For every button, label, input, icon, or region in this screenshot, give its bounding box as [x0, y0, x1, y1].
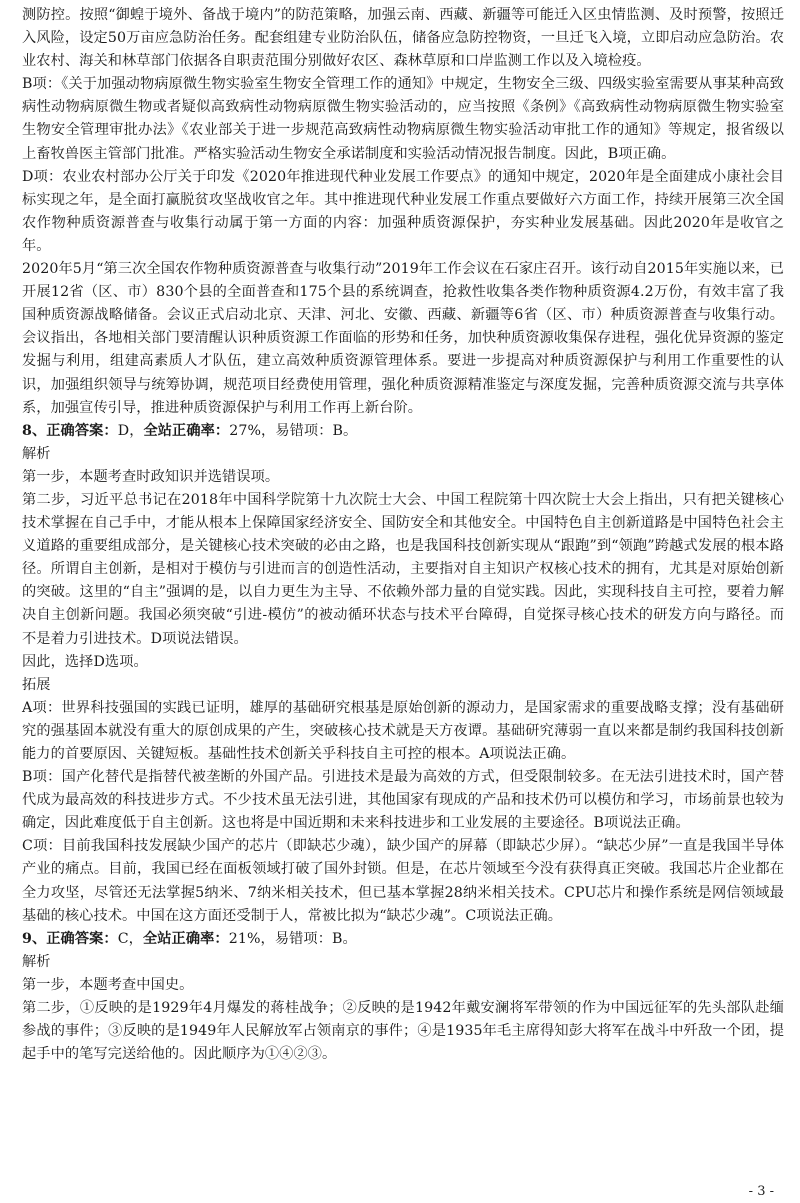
extension-option-c: C项：目前我国科技发展缺少国产的芯片（即缺芯少魂），缺少国产的屏幕（即缺芯少屏）。“缺芯少屏”一直是我国半导体产业的痛点。目前，我国已经在面板领域打破了国外封锁。但是，在芯片领域至今没有获得真正突破。我国芯片企业都在全力攻坚，尽管还无法掌握5纳米、7纳米相关技术，但已基本掌握28纳米相关技术。CPU芯片和操作系统是网信领域最基础的核心技术。中国在这方面还受制于人，常被比拟为“缺芯少魂”。C项说法正确。 — [22, 838, 784, 924]
document-page — [22, 4, 784, 1066]
page-number: - 3 - — [748, 1184, 774, 1199]
accuracy-rate: 21%， — [228, 930, 275, 947]
analysis-step: 第二步，①反映的是1929年4月爆发的蒋桂战争；②反映的是1942年戴安澜将军带领的作为中国远征军的先头部队赴缅参战的事件；③反映的是1949年人民解放军占领南京的事件；④是1935年毛主席得知彭大将军在战斗中歼敌一个团，提起手中的笔写完送给他的。因此顺序为①④②③。 — [22, 1000, 784, 1063]
option-b-explanation: B项：《关于加强动物病原微生物实验室生物安全管理工作的通知》中规定，生物安全三级、四级实验室需要从事某种高致病性动物病原微生物或者疑似高致病性动物病原微生物实验活动的，应当按照《条例》《高致病性动物病原微生物实验室生物安全管理审批办法》《农业部关于进一步规范高致病性动物病原微生物实验活动审批工作的通知》等规定，报省级以上畜牧兽医主管部门批准。严格实验活动生物安全承诺制度和实验活动情况报告制度。因此，B项正确。 — [22, 76, 784, 162]
common-wrong-option: 易错项：B。 — [275, 422, 358, 439]
question-number: 8、 — [22, 422, 47, 439]
analysis-step: 第一步，本题考查时政知识并选错误项。 — [22, 468, 280, 485]
answer-label: 正确答案： — [46, 930, 118, 947]
paragraph: 测防控。按照“御蝗于境外、备战于境内”的防范策略，加强云南、西藏、新疆等可能迁入区虫情监测、及时预警，按照迁入风险，设定50万亩应急防治任务。配套组建专业防治队伍，储备应急防控物资，一旦迁飞入境，立即启动应急防治。农业农村、海关和林草部门依据各自职责范围分别做好农区、森林草原和口岸监测工作以及入境检疫。 — [22, 7, 784, 70]
analysis-heading: 解析 — [22, 953, 51, 970]
analysis-conclusion: 因此，选择D选项。 — [22, 653, 148, 670]
paragraph: 2020年5月“第三次全国农作物种质资源普查与收集行动”2019年工作会议在石家庄召开。该行动自2015年实施以来，已开展12省（区、市）830个县的全面普查和175个县的系统调查，抢救性收集各类作物种质资源4.2万份，有效丰富了我国种质资源战略储备。会议正式启动北京、天津、河北、安徽、西藏、新疆等6省（区、市）种质资源普查与收集行动。会议指出，各地相关部门要清醒认识种质资源工作面临的形势和任务，加快种质资源收集保存进程，强化优异资源的鉴定发掘与利用，组建高素质人才队伍，建立高效种质资源管理体系。要进一步提高对种质资源保护与利用工作重要性的认识，加强组织领导与统筹协调，规范项目经费使用管理，强化种质资源精准鉴定与深度发掘，完善种质资源交流与共享体系，加强宣传引导，推进种质资源保护与利用工作再上新台阶。 — [22, 261, 785, 416]
accuracy-label: 全站正确率： — [143, 422, 230, 439]
analysis-heading: 解析 — [22, 445, 51, 462]
correct-answer: D， — [117, 422, 144, 439]
analysis-step: 第一步，本题考查中国史。 — [22, 976, 194, 993]
question-number: 9、 — [22, 930, 47, 947]
extension-option-a: A项：世界科技强国的实践已证明，雄厚的基础研究根基是原始创新的源动力，是国家需求的重要战略支撑；没有基础研究的强基固本就没有重大的原创成果的产生，突破核心技术就是天方夜谭。基础研究薄弱一直以来都是制约我国科技创新能力的首要原因、关键短板。基础性技术创新关乎科技自主可控的根本。A项说法正确。 — [22, 699, 784, 762]
option-d-explanation: D项：农业农村部办公厅关于印发《2020年推进现代种业发展工作要点》的通知中规定，2020年是全面建成小康社会目标实现之年，是全面打赢脱贫攻坚战收官之年。其中推进现代种业发展工作重点要做好六方面工作，持续开展第三次全国农作物种质资源普查与收集行动属于第一方面的内容：加强种质资源保护，夯实种业发展基础。因此2020年是收官之年。 — [22, 168, 784, 254]
answer-label: 正确答案： — [46, 422, 118, 439]
previous-question-explanation — [22, 4, 784, 420]
question-9-answer-line — [22, 928, 784, 951]
question-8-answer-line — [22, 420, 784, 443]
correct-answer: C， — [117, 930, 143, 947]
accuracy-label: 全站正确率： — [142, 930, 229, 947]
accuracy-rate: 27%， — [229, 422, 276, 439]
question-8-block — [22, 420, 784, 928]
analysis-step: 第二步，习近平总书记在2018年中国科学院第十九次院士大会、中国工程院第十四次院士大会上指出，只有把关键核心技术掌握在自己手中，才能从根本上保障国家经济安全、国防安全和其他安全。中国特色自主创新道路是中国特色社会主义道路的重要组成部分，是关键核心技术突破的必由之路，也是我国科技创新实现从“跟跑”到“领跑”跨越式发展的根本路径。所谓自主创新，是相对于模仿与引进而言的创造性活动，主要指对自主知识产权核心技术的拥有，尤其是对原始创新的突破。这里的“自主”强调的是，以自力更生为主导、不依赖外部力量的自觉实践。因此，实现科技自主可控，要着力解决自主创新问题。我国必须突破“引进-模仿”的被动循环状态与技术平台障碍，自觉探寻核心技术的研发方向与路径。而不是着力引进技术。D项说法错误。 — [22, 491, 784, 647]
extension-heading: 拓展 — [22, 676, 51, 693]
question-9-block — [22, 928, 784, 1067]
extension-option-b: B项：国产化替代是指替代被垄断的外国产品。引进技术是最为高效的方式，但受限制较多。在无法引进技术时，国产替代成为最高效的科技进步方式。不少技术虽无法引进，其他国家有现成的产品和技术仍可以模仿和学习，市场前景也较为确定，因此难度低于自主创新。这也将是中国近期和未来科技进步和工业发展的主要途径。B项说法正确。 — [22, 769, 784, 832]
common-wrong-option: 易错项：B。 — [274, 930, 357, 947]
